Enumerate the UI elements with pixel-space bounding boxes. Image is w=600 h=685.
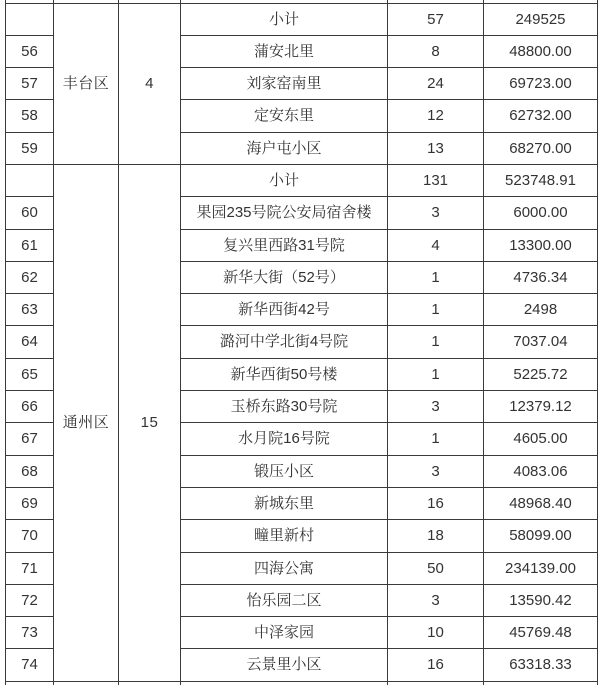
row-number-cell: 59 xyxy=(6,132,54,164)
amount-cell: 13590.42 xyxy=(484,584,598,616)
community-name-cell: 蒲安北里 xyxy=(181,35,388,67)
row-number-cell: 64 xyxy=(6,326,54,358)
unit-count-cell: 50 xyxy=(388,552,484,584)
community-name-cell: 海户屯小区 xyxy=(181,132,388,164)
unit-count-cell: 3 xyxy=(388,455,484,487)
subtotal-row-group-1 xyxy=(6,164,598,196)
unit-count-cell: 18 xyxy=(388,520,484,552)
row-number-cell: 72 xyxy=(6,584,54,616)
unit-count-cell: 1 xyxy=(388,423,484,455)
community-name-cell: 玉桥东路30号院 xyxy=(181,391,388,423)
unit-count-cell: 1 xyxy=(388,358,484,390)
amount-cell: 48968.40 xyxy=(484,487,598,519)
amount-cell: 62732.00 xyxy=(484,100,598,132)
unit-count-cell: 10 xyxy=(388,617,484,649)
amount-cell: 68270.00 xyxy=(484,132,598,164)
community-name-cell: 云景里小区 xyxy=(181,649,388,681)
row-number-cell: 70 xyxy=(6,520,54,552)
community-name-cell: 中泽家园 xyxy=(181,617,388,649)
unit-count-cell: 16 xyxy=(388,487,484,519)
community-count-cell: 15 xyxy=(119,164,181,681)
partial-row-bottom xyxy=(6,681,598,685)
partial-cell xyxy=(181,681,388,685)
district-cell: 丰台区 xyxy=(54,3,119,164)
community-name-cell: 水月院16号院 xyxy=(181,423,388,455)
community-count-cell: 4 xyxy=(119,3,181,164)
unit-count-cell: 3 xyxy=(388,391,484,423)
subtotal-row-group-0 xyxy=(6,3,598,35)
row-number-cell: 62 xyxy=(6,261,54,293)
community-name-cell: 果园235号院公安局宿舍楼 xyxy=(181,197,388,229)
row-number-cell: 71 xyxy=(6,552,54,584)
row-number-cell: 66 xyxy=(6,391,54,423)
unit-count-cell: 131 xyxy=(388,164,484,196)
row-number-cell: 58 xyxy=(6,100,54,132)
amount-cell: 2498 xyxy=(484,294,598,326)
unit-count-cell: 12 xyxy=(388,100,484,132)
unit-count-cell: 3 xyxy=(388,197,484,229)
row-number-cell: 73 xyxy=(6,617,54,649)
district-subsidy-table xyxy=(5,0,598,685)
amount-cell: 48800.00 xyxy=(484,35,598,67)
amount-cell: 12379.12 xyxy=(484,391,598,423)
row-number-cell: 63 xyxy=(6,294,54,326)
community-name-cell: 疃里新村 xyxy=(181,520,388,552)
amount-cell: 249525 xyxy=(484,3,598,35)
community-name-cell: 怡乐园二区 xyxy=(181,584,388,616)
amount-cell: 63318.33 xyxy=(484,649,598,681)
row-number-cell: 57 xyxy=(6,68,54,100)
amount-cell: 4736.34 xyxy=(484,261,598,293)
row-number-cell: 61 xyxy=(6,229,54,261)
unit-count-cell: 57 xyxy=(388,3,484,35)
community-name-cell: 新华大街（52号） xyxy=(181,261,388,293)
amount-cell: 4605.00 xyxy=(484,423,598,455)
amount-cell: 5225.72 xyxy=(484,358,598,390)
amount-cell: 45769.48 xyxy=(484,617,598,649)
unit-count-cell: 16 xyxy=(388,649,484,681)
row-number-cell: 69 xyxy=(6,487,54,519)
partial-cell xyxy=(6,681,54,685)
amount-cell: 58099.00 xyxy=(484,520,598,552)
community-name-cell: 刘家窑南里 xyxy=(181,68,388,100)
partial-cell xyxy=(388,681,484,685)
community-name-cell: 四海公寓 xyxy=(181,552,388,584)
community-name-cell: 复兴里西路31号院 xyxy=(181,229,388,261)
unit-count-cell: 3 xyxy=(388,584,484,616)
row-number-cell: 56 xyxy=(6,35,54,67)
unit-count-cell: 8 xyxy=(388,35,484,67)
unit-count-cell: 1 xyxy=(388,294,484,326)
unit-count-cell: 1 xyxy=(388,261,484,293)
row-number-cell: 68 xyxy=(6,455,54,487)
community-name-cell: 潞河中学北街4号院 xyxy=(181,326,388,358)
amount-cell: 7037.04 xyxy=(484,326,598,358)
community-name-cell: 新华西街42号 xyxy=(181,294,388,326)
community-name-cell: 新城东里 xyxy=(181,487,388,519)
community-name-cell: 锻压小区 xyxy=(181,455,388,487)
amount-cell: 13300.00 xyxy=(484,229,598,261)
row-number-cell: 60 xyxy=(6,197,54,229)
row-number-cell: 65 xyxy=(6,358,54,390)
row-number-cell: 67 xyxy=(6,423,54,455)
subtotal-label-cell: 小计 xyxy=(181,164,388,196)
unit-count-cell: 24 xyxy=(388,68,484,100)
unit-count-cell: 4 xyxy=(388,229,484,261)
partial-cell xyxy=(54,681,119,685)
community-name-cell: 定安东里 xyxy=(181,100,388,132)
community-name-cell: 新华西街50号楼 xyxy=(181,358,388,390)
unit-count-cell: 13 xyxy=(388,132,484,164)
amount-cell: 523748.91 xyxy=(484,164,598,196)
row-number-cell: 74 xyxy=(6,649,54,681)
subtotal-label-cell: 小计 xyxy=(181,3,388,35)
row-number-cell xyxy=(6,3,54,35)
amount-cell: 69723.00 xyxy=(484,68,598,100)
table-body xyxy=(6,0,598,685)
partial-cell xyxy=(119,681,181,685)
amount-cell: 234139.00 xyxy=(484,552,598,584)
unit-count-cell: 1 xyxy=(388,326,484,358)
amount-cell: 6000.00 xyxy=(484,197,598,229)
partial-cell xyxy=(484,681,598,685)
district-cell: 通州区 xyxy=(54,164,119,681)
amount-cell: 4083.06 xyxy=(484,455,598,487)
row-number-cell xyxy=(6,164,54,196)
